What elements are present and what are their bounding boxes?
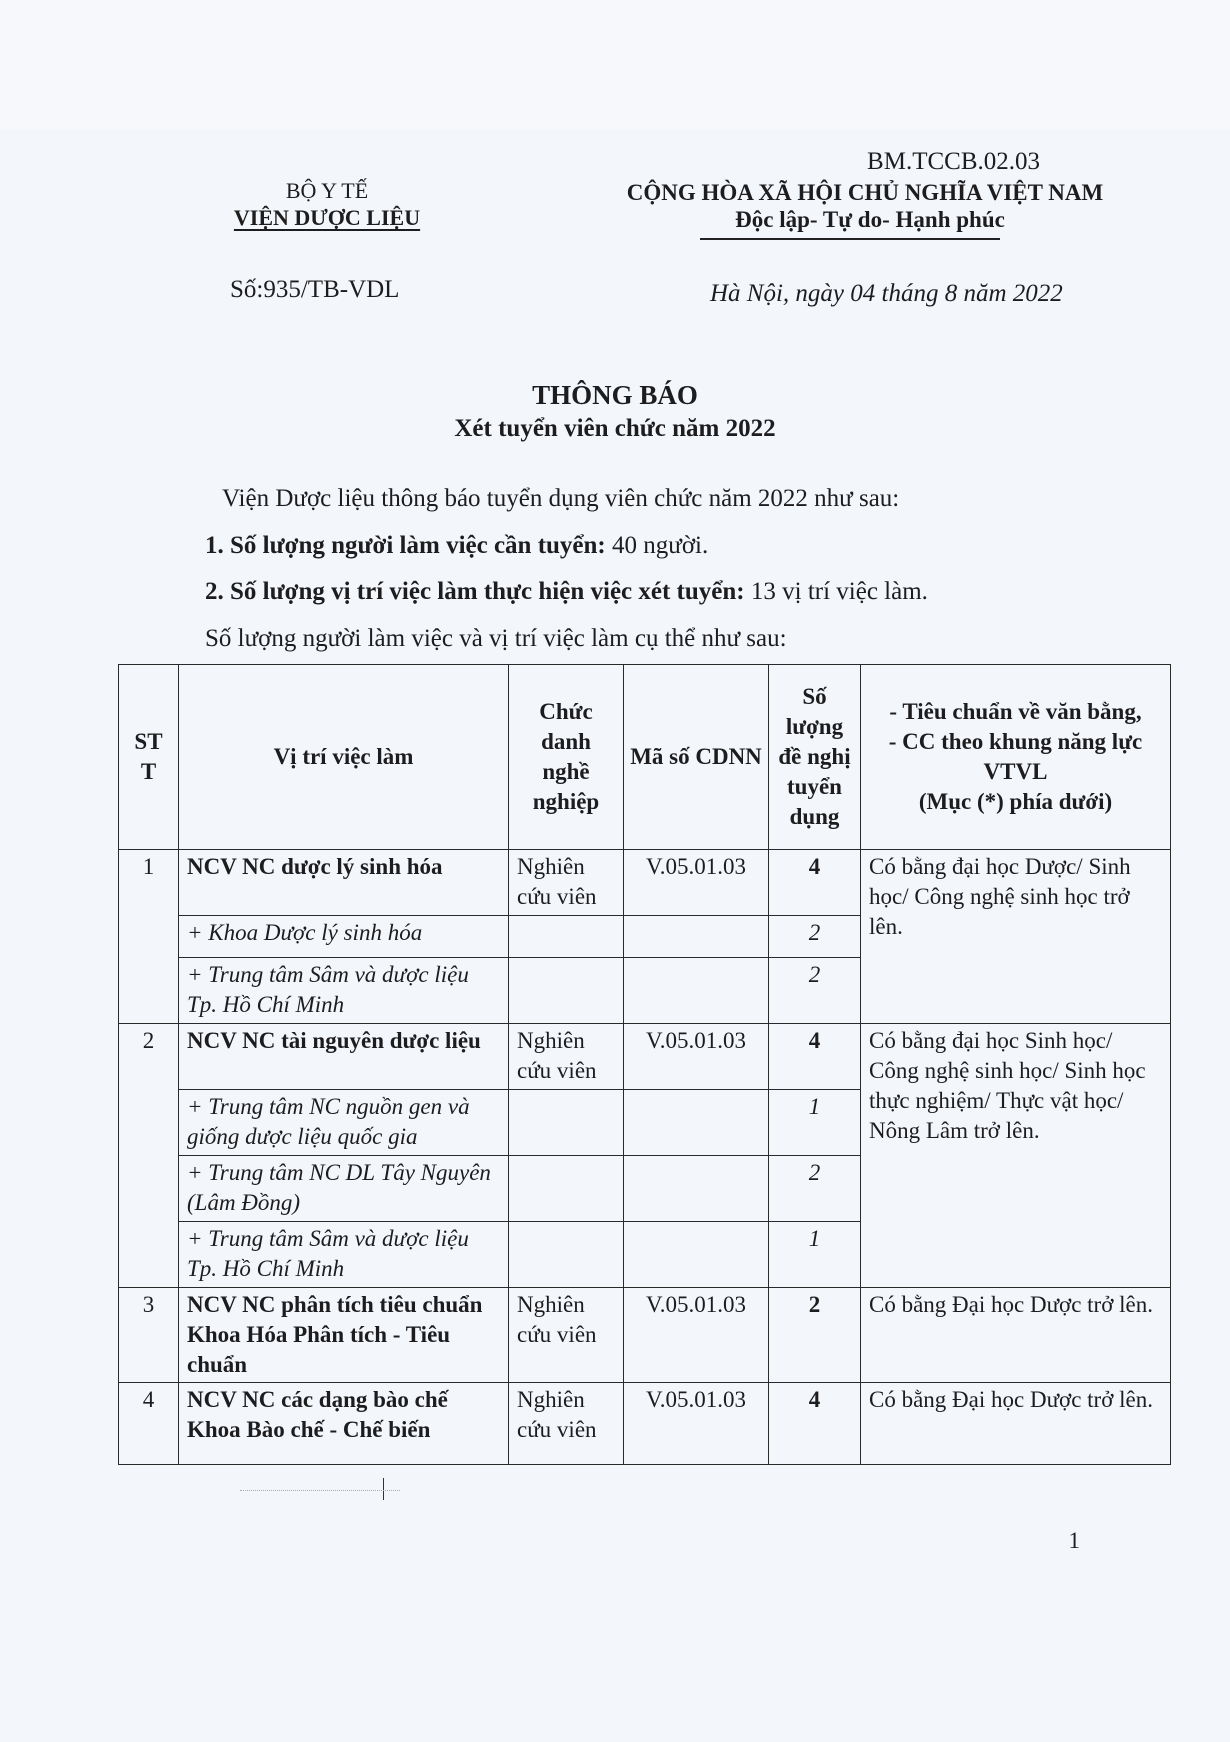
row-title: Nghiên cứu viên	[509, 1383, 624, 1465]
item-2-value: 13 vị trí việc làm.	[744, 578, 928, 605]
subrow-position: + Trung tâm Sâm và dược liệu Tp. Hồ Chí Minh	[179, 958, 509, 1024]
scan-artifact-line	[240, 1490, 400, 1491]
subrow-title-empty	[509, 1222, 624, 1288]
row-standard: Có bằng Đại học Dược trở lên.	[861, 1288, 1171, 1383]
header-standard-line1: - Tiêu chuẩn về văn bằng,	[889, 699, 1142, 724]
header-stt: ST T	[119, 665, 179, 850]
document-number: Số:935/TB-VDL	[230, 276, 400, 303]
table-row	[119, 850, 1171, 916]
table-header-row	[119, 665, 1171, 850]
institute-name-text: VIỆN DƯỢC LIỆU	[233, 205, 421, 230]
scan-top-margin	[0, 0, 1230, 130]
institute-name	[0, 205, 654, 231]
row-position: NCV NC các dạng bào chế Khoa Bào chế - Chế biến	[179, 1383, 509, 1465]
page-number: 1	[1068, 1528, 1080, 1553]
republic-name: CỘNG HÒA XÃ HỘI CHỦ NGHĨA VIỆT NAM	[626, 180, 1104, 205]
row-code: V.05.01.03	[624, 850, 769, 916]
document-subtitle: Xét tuyển viên chức năm 2022	[454, 415, 776, 442]
row-standard: Có bằng Đại học Dược trở lên.	[861, 1383, 1171, 1465]
positions-table	[118, 664, 1171, 1465]
table-row	[119, 1024, 1171, 1090]
row-code: V.05.01.03	[624, 1024, 769, 1090]
row-stt: 4	[119, 1383, 179, 1465]
row-stt: 1	[119, 850, 179, 1024]
row-quantity: 4	[769, 1024, 861, 1090]
ministry-name: BỘ Y TẾ	[285, 178, 369, 203]
row-quantity: 2	[769, 1288, 861, 1383]
row-stt: 3	[119, 1288, 179, 1383]
subrow-quantity: 1	[769, 1222, 861, 1288]
document-title: THÔNG BÁO	[532, 380, 698, 410]
subrow-position: + Trung tâm Sâm và dược liệu Tp. Hồ Chí Minh	[179, 1222, 509, 1288]
header-position: Vị trí việc làm	[179, 665, 509, 850]
header-code: Mã số CDNN	[624, 665, 769, 850]
subrow-position: + Trung tâm NC DL Tây Nguyên (Lâm Đồng)	[179, 1156, 509, 1222]
subrow-title-empty	[509, 1090, 624, 1156]
subrow-code-empty	[624, 958, 769, 1024]
row-quantity: 4	[769, 1383, 861, 1465]
header-quantity: Số lượng đề nghị tuyển dụng	[769, 665, 861, 850]
subrow-quantity: 2	[769, 916, 861, 958]
header-standard-line2: - CC theo khung năng lực VTVL	[888, 729, 1143, 784]
row-stt: 2	[119, 1024, 179, 1288]
item-2	[205, 578, 928, 606]
subrow-code-empty	[624, 916, 769, 958]
row-code: V.05.01.03	[624, 1288, 769, 1383]
table-row	[119, 1288, 1171, 1383]
row-title: Nghiên cứu viên	[509, 850, 624, 916]
table-row	[119, 1383, 1171, 1465]
subrow-position: + Khoa Dược lý sinh hóa	[179, 916, 509, 958]
subrow-position: + Trung tâm NC nguồn gen và giống dược liệu quốc gia	[179, 1090, 509, 1156]
subrow-code-empty	[624, 1090, 769, 1156]
subrow-title-empty	[509, 958, 624, 1024]
national-motto: Độc lập- Tự do- Hạnh phúc	[735, 207, 1005, 232]
item-1	[205, 532, 708, 560]
row-position: NCV NC phân tích tiêu chuẩn Khoa Hóa Phân tích - Tiêu chuẩn	[179, 1288, 509, 1383]
header-title: Chức danh nghề nghiệp	[509, 665, 624, 850]
item-2-label: 2. Số lượng vị trí việc làm thực hiện việc xét tuyển:	[205, 578, 745, 605]
row-standard: Có bằng đại học Sinh học/ Công nghệ sinh học/ Sinh học thực nghiệm/ Thực vật học/ Nông Lâm trở lên.	[861, 1024, 1171, 1288]
row-title: Nghiên cứu viên	[509, 1288, 624, 1383]
detail-intro: Số lượng người làm việc và vị trí việc làm cụ thể như sau:	[205, 625, 787, 652]
header-standard	[861, 665, 1171, 850]
header-standard-line3: (Mục (*) phía dưới)	[918, 789, 1113, 814]
place-date: Hà Nội, ngày 04 tháng 8 năm 2022	[710, 280, 1063, 307]
subrow-code-empty	[624, 1156, 769, 1222]
subrow-quantity: 2	[769, 1156, 861, 1222]
subrow-code-empty	[624, 1222, 769, 1288]
motto-underline	[700, 238, 1000, 240]
intro-paragraph: Viện Dược liệu thông báo tuyển dụng viên chức năm 2022 như sau:	[222, 485, 900, 512]
row-standard: Có bằng đại học Dược/ Sinh học/ Công nghệ sinh học trở lên.	[861, 850, 1171, 1024]
subrow-quantity: 1	[769, 1090, 861, 1156]
subrow-title-empty	[509, 916, 624, 958]
pen-mark	[383, 1478, 384, 1500]
form-code: BM.TCCB.02.03	[867, 148, 1040, 175]
subrow-title-empty	[509, 1156, 624, 1222]
item-1-label: 1. Số lượng người làm việc cần tuyển:	[205, 532, 606, 559]
row-quantity: 4	[769, 850, 861, 916]
row-position: NCV NC tài nguyên dược liệu	[179, 1024, 509, 1090]
row-code: V.05.01.03	[624, 1383, 769, 1465]
row-position: NCV NC dược lý sinh hóa	[179, 850, 509, 916]
subrow-quantity: 2	[769, 958, 861, 1024]
row-title: Nghiên cứu viên	[509, 1024, 624, 1090]
item-1-value: 40 người.	[605, 532, 709, 559]
